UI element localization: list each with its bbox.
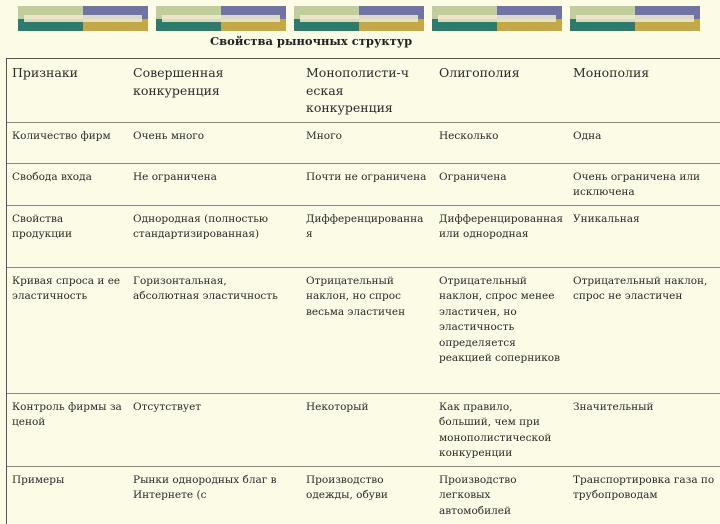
table-cell: Некоторый [301, 393, 434, 466]
banner-tile [18, 6, 148, 31]
page-title: Свойства рыночных структур [210, 34, 413, 48]
table-row [7, 267, 720, 393]
table-row [7, 122, 720, 163]
table-row [7, 163, 720, 205]
table-cell: Контроль фирмы за ценой [7, 393, 128, 466]
decorative-banner [18, 6, 700, 31]
banner-tile [294, 6, 424, 31]
table-cell: Как правило, больший, чем при монополистической конкуренции [434, 393, 568, 466]
table-cell: Одна [568, 122, 720, 163]
table-cell: Производство легковых автомобилей [439, 473, 517, 517]
table-cell: Производство одежды, обуви [306, 473, 388, 501]
table-cell: Отрицательный наклон, спрос менее эластичен, но эластичность определяется реакцией соперников [434, 267, 568, 393]
table-cell: Очень ограничена или исключена [568, 163, 720, 205]
table-cell: Не ограничена [128, 163, 301, 205]
table-cell: Дифференцированная или однородная [434, 205, 568, 267]
table-row [7, 466, 720, 523]
table-cell: Транспортировка газа по трубопроводам [573, 473, 715, 501]
table-cell: Отрицательный наклон, но спрос весьма эластичен [301, 267, 434, 393]
table-cell: Отрицательный наклон, спрос не эластичен [568, 267, 720, 393]
table-cell: Рынки однородных благ в Интернете (с [133, 473, 277, 501]
header-cell: Монополия [568, 59, 720, 122]
table-cell: Много [301, 122, 434, 163]
table-cell: Свобода входа [7, 163, 128, 205]
banner-tile [156, 6, 286, 31]
table-cell: Однородная (полностью стандартизированная) [128, 205, 301, 267]
market-structures-table [7, 59, 720, 523]
table-cell: Ограничена [434, 163, 568, 205]
table-cell: Уникальная [568, 205, 720, 267]
table-cell: Количество фирм [7, 122, 128, 163]
header-cell: Монополисти-ч еская конкуренция [301, 59, 434, 122]
header-cell: Олигополия [434, 59, 568, 122]
table-cell: Дифференцированная [301, 205, 434, 267]
table-cell: Примеры [12, 473, 65, 486]
table-row [7, 393, 720, 466]
table-cell: Почти не ограничена [301, 163, 434, 205]
table-cell: Отсутствует [128, 393, 301, 466]
table-row [7, 205, 720, 267]
table-header-row [7, 59, 720, 122]
table-cell: Несколько [434, 122, 568, 163]
table-cell: Значительный [568, 393, 720, 466]
banner-tile [432, 6, 562, 31]
banner-tile [570, 6, 700, 31]
header-cell: Признаки [7, 59, 128, 122]
table-cell: Очень много [128, 122, 301, 163]
table-cell: Горизонтальная, абсолютная эластичность [128, 267, 301, 393]
table-cell: Кривая спроса и ее эластичность [7, 267, 128, 393]
table-cell: Свойства продукции [7, 205, 128, 267]
header-cell: Совершенная конкуренция [128, 59, 301, 122]
